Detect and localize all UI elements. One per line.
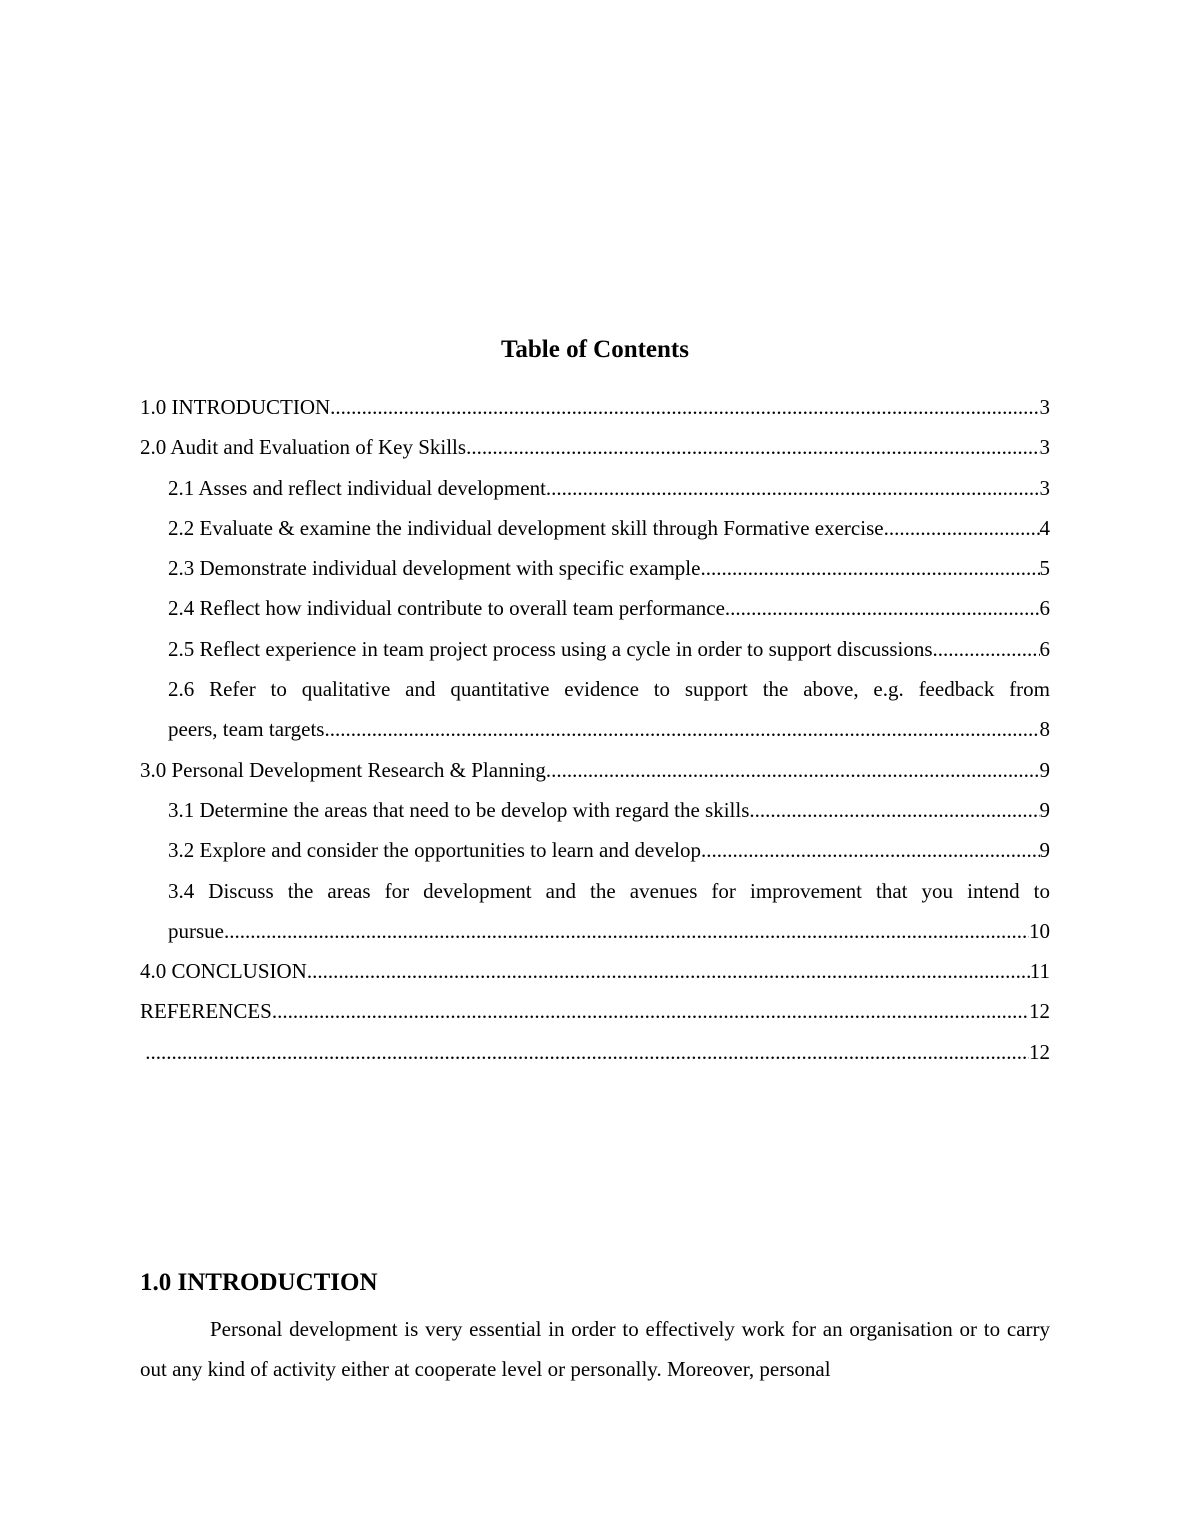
toc-entry[interactable] bbox=[140, 1035, 1050, 1075]
toc-entry[interactable] bbox=[140, 430, 1050, 470]
table-of-contents bbox=[140, 390, 1050, 1075]
toc-entry-line1[interactable] bbox=[140, 672, 1050, 712]
toc-leader-dots bbox=[145, 1035, 1029, 1069]
toc-entry-page: 6 bbox=[1039, 636, 1050, 661]
toc-entry-page: 9 bbox=[1039, 757, 1050, 782]
toc-entry[interactable] bbox=[140, 994, 1050, 1034]
toc-leader-dots bbox=[884, 511, 1040, 545]
toc-entry-page: 12 bbox=[1029, 1039, 1050, 1064]
toc-entry-label: 3.4 Discuss the areas for development and the avenues for improvement that you intend to bbox=[168, 878, 1050, 903]
toc-leader-dots bbox=[546, 753, 1040, 787]
toc-entry-label: 2.2 Evaluate & examine the individual development skill through Formative exercise bbox=[168, 515, 884, 540]
toc-entry[interactable] bbox=[140, 632, 1050, 672]
toc-entry-page: 3 bbox=[1039, 435, 1050, 460]
toc-entry-label: 4.0 CONCLUSION bbox=[140, 959, 307, 984]
toc-entry[interactable] bbox=[140, 591, 1050, 631]
toc-entry[interactable] bbox=[140, 753, 1050, 793]
toc-entry-page: 5 bbox=[1039, 556, 1050, 581]
toc-entry-label: 2.6 Refer to qualitative and quantitative evidence to support the above, e.g. feedback from bbox=[168, 677, 1050, 702]
toc-entry[interactable] bbox=[140, 471, 1050, 511]
toc-entry-label: 3.0 Personal Development Research & Planning bbox=[140, 757, 546, 782]
toc-leader-dots bbox=[546, 471, 1040, 505]
toc-entry-page: 3 bbox=[1039, 475, 1050, 500]
toc-entry-page: 8 bbox=[1039, 717, 1050, 742]
toc-entry-page: 9 bbox=[1039, 838, 1050, 863]
toc-entry-page: 11 bbox=[1029, 959, 1050, 984]
introduction-paragraph: Personal development is very essential in order to effectively work for an organisation or to carry out any kind of activity either at cooperate level or personally. Moreover, personal bbox=[140, 1317, 1050, 1382]
toc-entry-label: REFERENCES bbox=[140, 999, 272, 1024]
toc-entry-label: peers, team targets bbox=[168, 717, 325, 742]
section-heading-introduction: 1.0 INTRODUCTION bbox=[140, 1269, 378, 1296]
toc-entry[interactable] bbox=[140, 793, 1050, 833]
toc-entry[interactable] bbox=[140, 390, 1050, 430]
toc-entry-label: 2.3 Demonstrate individual development with specific example bbox=[168, 556, 701, 581]
toc-leader-dots bbox=[700, 551, 1039, 585]
toc-entry[interactable] bbox=[140, 954, 1050, 994]
toc-entry-label: 3.2 Explore and consider the opportunities to learn and develop bbox=[168, 838, 702, 863]
toc-leader-dots bbox=[466, 430, 1039, 464]
toc-entry[interactable] bbox=[140, 551, 1050, 591]
toc-entry-page: 3 bbox=[1039, 395, 1050, 419]
toc-entry-label: 2.4 Reflect how individual contribute to overall team performance bbox=[168, 596, 725, 621]
toc-entry-label: pursue bbox=[168, 918, 224, 943]
toc-entry[interactable] bbox=[140, 511, 1050, 551]
toc-entry-page: 6 bbox=[1039, 596, 1050, 621]
toc-entry-line1[interactable] bbox=[140, 874, 1050, 914]
toc-entry-page: 10 bbox=[1029, 918, 1050, 943]
toc-entry-page: 12 bbox=[1029, 999, 1050, 1024]
toc-entry-page: 9 bbox=[1039, 797, 1050, 822]
toc-leader-dots bbox=[749, 793, 1039, 827]
toc-leader-dots bbox=[324, 712, 1039, 746]
toc-entry-label: 3.1 Determine the areas that need to be develop with regard the skills bbox=[168, 797, 750, 822]
toc-leader-dots bbox=[943, 632, 1039, 666]
toc-leader-dots bbox=[272, 994, 1029, 1028]
toc-entry-label: 2.5 Reflect experience in team project process using a cycle in order to support discussions.. bbox=[168, 636, 944, 661]
toc-leader-dots bbox=[725, 591, 1040, 625]
toc-entry-label: 1.0 INTRODUCTION bbox=[140, 395, 331, 419]
toc-leader-dots bbox=[701, 833, 1039, 867]
toc-leader-dots bbox=[307, 954, 1030, 988]
toc-entry-line2[interactable] bbox=[140, 712, 1050, 752]
toc-entry-label: 2.1 Asses and reflect individual development bbox=[168, 475, 546, 500]
toc-entry[interactable] bbox=[140, 833, 1050, 873]
toc-leader-dots bbox=[224, 914, 1029, 948]
toc-entry-label: 2.0 Audit and Evaluation of Key Skills bbox=[140, 435, 467, 460]
toc-entry-line2[interactable] bbox=[140, 914, 1050, 954]
toc-leader-dots bbox=[330, 390, 1039, 424]
toc-title: Table of Contents bbox=[501, 336, 689, 363]
toc-entry-page: 4 bbox=[1039, 515, 1050, 540]
